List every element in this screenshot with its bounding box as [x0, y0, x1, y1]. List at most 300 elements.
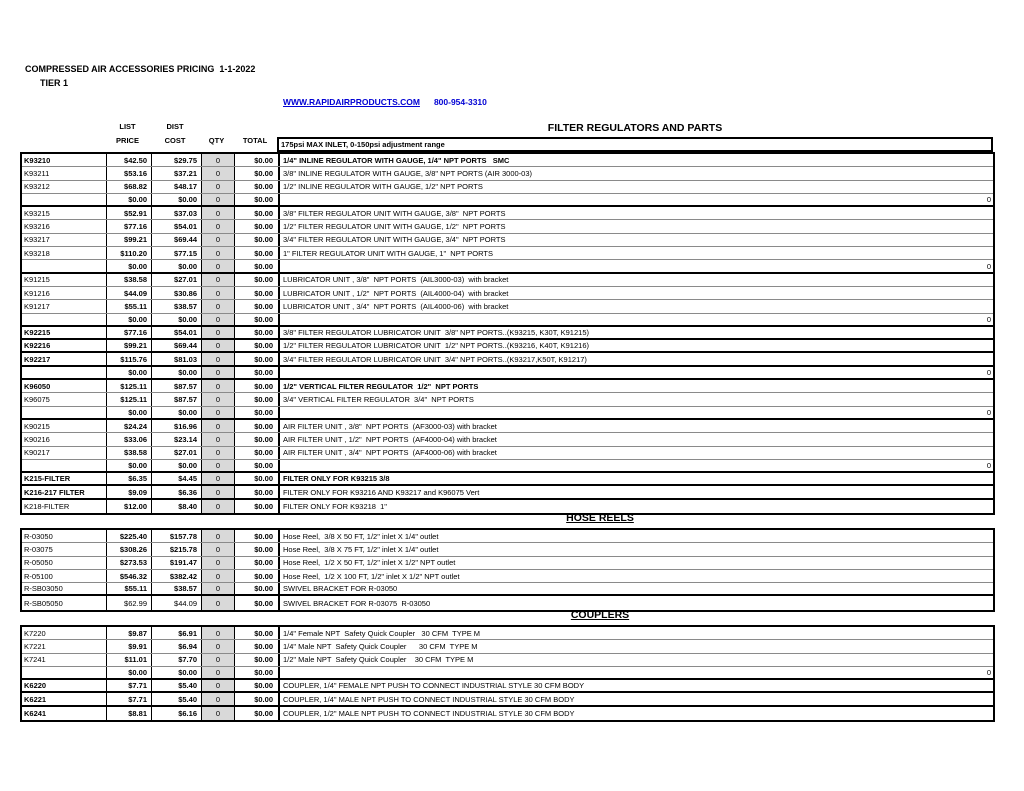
- dist-cost-cell: $37.21: [152, 167, 202, 179]
- part-number-cell: [22, 667, 107, 678]
- list-header: LIST: [119, 122, 136, 131]
- total-cell: $0.00: [235, 693, 279, 704]
- total-cell: $0.00: [235, 167, 279, 179]
- part-number-cell: K218-FILTER: [22, 500, 107, 513]
- list-price-cell: $77.16: [107, 327, 152, 338]
- table-row: [22, 314, 993, 327]
- description-cell: 1/2" Male NPT Safety Quick Coupler 30 CFM TYPE M: [279, 654, 993, 666]
- dist-cost-cell: $54.01: [152, 220, 202, 232]
- section-title-couplers: COUPLERS: [570, 609, 630, 621]
- list-price-cell: $308.26: [107, 543, 152, 555]
- pricing-table-couplers: [20, 625, 995, 722]
- table-row: [22, 460, 993, 473]
- qty-cell[interactable]: 0: [202, 247, 235, 259]
- description-cell: FILTER ONLY FOR K93216 AND K93217 and K96075 Vert: [279, 486, 993, 497]
- dist-cost-cell: $0.00: [152, 194, 202, 205]
- table-row: [22, 583, 993, 596]
- table-row: [22, 207, 993, 220]
- description-cell: 1/4" INLINE REGULATOR WITH GAUGE, 1/4" NPT PORTS SMC: [279, 154, 993, 166]
- dist-cost-cell: $44.09: [152, 596, 202, 609]
- qty-cell[interactable]: 0: [202, 314, 235, 325]
- qty-cell[interactable]: 0: [202, 234, 235, 246]
- part-number-cell: [22, 260, 107, 271]
- description-cell: AIR FILTER UNIT , 1/2" NPT PORTS (AF4000-04) with bracket: [279, 433, 993, 445]
- qty-cell[interactable]: 0: [202, 353, 235, 364]
- table-row: [22, 640, 993, 653]
- part-number-cell: K91216: [22, 287, 107, 299]
- total-cell: $0.00: [235, 543, 279, 555]
- table-row: [22, 486, 993, 499]
- description-cell: 3/8" FILTER REGULATOR UNIT WITH GAUGE, 3/8" NPT PORTS: [279, 207, 993, 219]
- list-price-cell: $42.50: [107, 154, 152, 166]
- description-cell: 3/4" FILTER REGULATOR LUBRICATOR UNIT 3/4" NPT PORTS..(K93217,K50T, K91217): [279, 353, 993, 364]
- table-row: [22, 420, 993, 433]
- total-cell: $0.00: [235, 181, 279, 193]
- dist-cost-cell: $215.78: [152, 543, 202, 555]
- list-price-cell: $0.00: [107, 667, 152, 678]
- total-cell: $0.00: [235, 583, 279, 594]
- description-cell: 0: [279, 367, 993, 378]
- spacer: [20, 120, 105, 133]
- part-number-cell: K92215: [22, 327, 107, 338]
- total-cell: $0.00: [235, 640, 279, 652]
- table-row: [22, 167, 993, 180]
- dist-cost-cell: $48.17: [152, 181, 202, 193]
- dist-cost-cell: $16.96: [152, 420, 202, 432]
- table-row: [22, 407, 993, 420]
- dist-cost-cell: $0.00: [152, 367, 202, 378]
- dist-cost-cell: $191.47: [152, 557, 202, 569]
- list-price-cell: $7.71: [107, 693, 152, 704]
- part-number-cell: K7221: [22, 640, 107, 652]
- table-row: [22, 194, 993, 207]
- table-row: [22, 543, 993, 556]
- description-cell: 0: [279, 194, 993, 205]
- list-price-cell: $7.71: [107, 680, 152, 691]
- qty-cell[interactable]: 0: [202, 707, 235, 720]
- description-cell: 0: [279, 460, 993, 471]
- part-number-cell: K93218: [22, 247, 107, 259]
- description-cell: COUPLER, 1/2" MALE NPT PUSH TO CONNECT INDUSTRIAL STYLE 30 CFM BODY: [279, 707, 993, 720]
- part-number-cell: K93210: [22, 154, 107, 166]
- part-number-cell: K216-217 FILTER: [22, 486, 107, 497]
- total-cell: $0.00: [235, 353, 279, 364]
- total-cell: $0.00: [235, 154, 279, 166]
- total-cell: $0.00: [235, 680, 279, 691]
- document-title: COMPRESSED AIR ACCESSORIES PRICING 1-1-2022: [25, 64, 256, 74]
- spacer: [20, 134, 105, 147]
- qty-cell[interactable]: 0: [202, 154, 235, 166]
- dist-cost-cell: $7.70: [152, 654, 202, 666]
- dist-cost-cell: $27.01: [152, 274, 202, 286]
- description-cell: 1/4" Male NPT Safety Quick Coupler 30 CFM TYPE M: [279, 640, 993, 652]
- total-cell: $0.00: [235, 557, 279, 569]
- total-cell: $0.00: [235, 486, 279, 497]
- description-cell: FILTER ONLY FOR K93218 1": [279, 500, 993, 513]
- qty-cell[interactable]: 0: [202, 557, 235, 569]
- total-cell: $0.00: [235, 570, 279, 582]
- qty-cell[interactable]: 0: [202, 447, 235, 459]
- table-row: [22, 693, 993, 706]
- part-number-cell: [22, 407, 107, 418]
- dist-cost-cell: $5.40: [152, 680, 202, 691]
- description-cell: COUPLER, 1/4" FEMALE NPT PUSH TO CONNECT INDUSTRIAL STYLE 30 CFM BODY: [279, 680, 993, 691]
- total-cell: $0.00: [235, 274, 279, 286]
- qty-cell[interactable]: 0: [202, 654, 235, 666]
- qty-cell[interactable]: 0: [202, 667, 235, 678]
- qty-header: QTY: [208, 136, 225, 145]
- part-number-cell: K7241: [22, 654, 107, 666]
- total-cell: $0.00: [235, 433, 279, 445]
- qty-cell[interactable]: 0: [202, 194, 235, 205]
- total-cell: $0.00: [235, 194, 279, 205]
- total-cell: $0.00: [235, 207, 279, 219]
- total-cell: $0.00: [235, 407, 279, 418]
- list-price-cell: $11.01: [107, 654, 152, 666]
- part-number-cell: K91215: [22, 274, 107, 286]
- description-cell: LUBRICATOR UNIT , 3/8" NPT PORTS (AIL3000-03) with bracket: [279, 274, 993, 286]
- dist-cost-cell: $27.01: [152, 447, 202, 459]
- table-row: [22, 300, 993, 313]
- description-cell: Hose Reel, 3/8 X 75 FT, 1/2" inlet X 1/4" outlet: [279, 543, 993, 555]
- part-number-cell: [22, 460, 107, 471]
- list-price-cell: $99.21: [107, 340, 152, 351]
- description-cell: Hose Reel, 3/8 X 50 FT, 1/2" inlet X 1/4" outlet: [279, 530, 993, 542]
- qty-cell[interactable]: 0: [202, 680, 235, 691]
- list-price-cell: $0.00: [107, 460, 152, 471]
- qty-cell[interactable]: 0: [202, 274, 235, 286]
- list-price-cell: $0.00: [107, 194, 152, 205]
- table-row: [22, 353, 993, 366]
- qty-cell[interactable]: 0: [202, 167, 235, 179]
- dist-cost-cell: $77.15: [152, 247, 202, 259]
- description-cell: 0: [279, 260, 993, 271]
- qty-cell[interactable]: 0: [202, 433, 235, 445]
- table-row: [22, 340, 993, 353]
- qty-cell[interactable]: 0: [202, 260, 235, 271]
- filter-regulator-spec-header: 175psi MAX INLET, 0-150psi adjustment range: [277, 137, 993, 152]
- table-row: [22, 433, 993, 446]
- total-cell: $0.00: [235, 247, 279, 259]
- dist-cost-cell: $0.00: [152, 460, 202, 471]
- dist-cost-cell: $87.57: [152, 393, 202, 405]
- list-price-cell: $125.11: [107, 393, 152, 405]
- table-row: [22, 220, 993, 233]
- part-number-cell: K6241: [22, 707, 107, 720]
- table-row: [22, 654, 993, 667]
- qty-cell[interactable]: 0: [202, 570, 235, 582]
- dist-cost-cell: $157.78: [152, 530, 202, 542]
- table-row: [22, 557, 993, 570]
- part-number-cell: [22, 314, 107, 325]
- total-cell: $0.00: [235, 367, 279, 378]
- total-cell: $0.00: [235, 300, 279, 312]
- total-cell: $0.00: [235, 654, 279, 666]
- dist-cost-cell: $0.00: [152, 260, 202, 271]
- dist-cost-cell: $69.44: [152, 340, 202, 351]
- list-price-cell: $55.11: [107, 583, 152, 594]
- list-price-cell: $0.00: [107, 407, 152, 418]
- table-row: [22, 596, 993, 609]
- part-number-cell: K92217: [22, 353, 107, 364]
- table-row: [22, 627, 993, 640]
- list-price-cell: $38.58: [107, 274, 152, 286]
- dist-cost-cell: $38.57: [152, 300, 202, 312]
- total-cell: $0.00: [235, 596, 279, 609]
- total-cell: $0.00: [235, 447, 279, 459]
- description-cell: 0: [279, 407, 993, 418]
- dist-cost-cell: $6.91: [152, 627, 202, 639]
- total-cell: $0.00: [235, 380, 279, 392]
- total-cell: $0.00: [235, 234, 279, 246]
- qty-cell[interactable]: 0: [202, 207, 235, 219]
- list-price-cell: $52.91: [107, 207, 152, 219]
- list-price-cell: $68.82: [107, 181, 152, 193]
- list-price-cell: $546.32: [107, 570, 152, 582]
- description-cell: 3/4" FILTER REGULATOR UNIT WITH GAUGE, 3/4" NPT PORTS: [279, 234, 993, 246]
- price-header: PRICE: [116, 136, 139, 145]
- total-cell: $0.00: [235, 627, 279, 639]
- part-number-cell: K215-FILTER: [22, 473, 107, 484]
- description-cell: 1/2" INLINE REGULATOR WITH GAUGE, 1/2" NPT PORTS: [279, 181, 993, 193]
- table-row: [22, 260, 993, 273]
- total-cell: $0.00: [235, 393, 279, 405]
- total-cell: $0.00: [235, 327, 279, 338]
- part-number-cell: [22, 367, 107, 378]
- dist-cost-cell: $38.57: [152, 583, 202, 594]
- qty-cell[interactable]: 0: [202, 596, 235, 609]
- table-row: [22, 380, 993, 393]
- table-row: [22, 154, 993, 167]
- dist-cost-cell: $0.00: [152, 314, 202, 325]
- part-number-cell: K93217: [22, 234, 107, 246]
- dist-cost-cell: $6.16: [152, 707, 202, 720]
- list-price-cell: $0.00: [107, 260, 152, 271]
- list-price-cell: $33.06: [107, 433, 152, 445]
- column-headers-row2: [20, 134, 277, 147]
- total-cell: $0.00: [235, 667, 279, 678]
- total-cell: $0.00: [235, 530, 279, 542]
- description-cell: 3/4" VERTICAL FILTER REGULATOR 3/4" NPT PORTS: [279, 393, 993, 405]
- qty-cell[interactable]: 0: [202, 693, 235, 704]
- dist-cost-cell: $6.36: [152, 486, 202, 497]
- part-number-cell: K93216: [22, 220, 107, 232]
- list-price-cell: $9.87: [107, 627, 152, 639]
- part-number-cell: R-05050: [22, 557, 107, 569]
- description-cell: 1/2" FILTER REGULATOR LUBRICATOR UNIT 1/2" NPT PORTS..(K93216, K40T, K91216): [279, 340, 993, 351]
- part-number-cell: K6221: [22, 693, 107, 704]
- part-number-cell: [22, 194, 107, 205]
- column-headers-row1: [20, 120, 277, 133]
- description-cell: 0: [279, 667, 993, 678]
- dist-cost-cell: $5.40: [152, 693, 202, 704]
- list-price-cell: $12.00: [107, 500, 152, 513]
- table-row: [22, 570, 993, 583]
- dist-header: DIST: [166, 122, 184, 131]
- list-price-cell: $55.11: [107, 300, 152, 312]
- description-cell: 1/2" FILTER REGULATOR UNIT WITH GAUGE, 1/2" NPT PORTS: [279, 220, 993, 232]
- dist-cost-cell: $54.01: [152, 327, 202, 338]
- description-cell: 1" FILTER REGULATOR UNIT WITH GAUGE, 1" NPT PORTS: [279, 247, 993, 259]
- total-cell: $0.00: [235, 707, 279, 720]
- section-title-filter-regulators: FILTER REGULATORS AND PARTS: [547, 122, 723, 134]
- description-cell: 1/4" Female NPT Safety Quick Coupler 30 CFM TYPE M: [279, 627, 993, 639]
- phone-number: 800-954-3310: [433, 97, 487, 107]
- qty-cell[interactable]: 0: [202, 486, 235, 497]
- list-price-cell: $53.16: [107, 167, 152, 179]
- tier-label: TIER 1: [40, 78, 69, 88]
- qty-cell[interactable]: 0: [202, 530, 235, 542]
- total-cell: $0.00: [235, 473, 279, 484]
- list-price-cell: $6.35: [107, 473, 152, 484]
- qty-cell[interactable]: 0: [202, 640, 235, 652]
- dist-cost-cell: $87.57: [152, 380, 202, 392]
- total-cell: $0.00: [235, 287, 279, 299]
- qty-cell[interactable]: 0: [202, 500, 235, 513]
- pricing-table-filter-regulators: [20, 152, 995, 515]
- table-row: [22, 287, 993, 300]
- list-price-cell: $0.00: [107, 367, 152, 378]
- qty-cell[interactable]: 0: [202, 367, 235, 378]
- qty-cell[interactable]: 0: [202, 627, 235, 639]
- qty-cell[interactable]: 0: [202, 327, 235, 338]
- description-cell: SWIVEL BRACKET FOR R-03050: [279, 583, 993, 594]
- description-cell: Hose Reel, 1/2 X 100 FT, 1/2" inlet X 1/2" NPT outlet: [279, 570, 993, 582]
- qty-cell[interactable]: 0: [202, 287, 235, 299]
- dist-cost-cell: $81.03: [152, 353, 202, 364]
- qty-cell[interactable]: 0: [202, 220, 235, 232]
- table-row: [22, 667, 993, 680]
- table-row: [22, 247, 993, 260]
- total-cell: $0.00: [235, 260, 279, 271]
- qty-cell[interactable]: 0: [202, 300, 235, 312]
- part-number-cell: R-SB05050: [22, 596, 107, 609]
- part-number-cell: K90215: [22, 420, 107, 432]
- part-number-cell: R-03075: [22, 543, 107, 555]
- part-number-cell: K90217: [22, 447, 107, 459]
- spacer: [200, 120, 233, 133]
- dist-cost-cell: $382.42: [152, 570, 202, 582]
- part-number-cell: K91217: [22, 300, 107, 312]
- part-number-cell: K93215: [22, 207, 107, 219]
- dist-cost-cell: $8.40: [152, 500, 202, 513]
- qty-cell[interactable]: 0: [202, 393, 235, 405]
- qty-cell[interactable]: 0: [202, 420, 235, 432]
- table-row: [22, 393, 993, 406]
- description-cell: FILTER ONLY FOR K93215 3/8: [279, 473, 993, 484]
- list-price-cell: $273.53: [107, 557, 152, 569]
- qty-cell[interactable]: 0: [202, 583, 235, 594]
- qty-cell[interactable]: 0: [202, 460, 235, 471]
- description-cell: LUBRICATOR UNIT , 3/4" NPT PORTS (AIL4000-06) with bracket: [279, 300, 993, 312]
- list-price-cell: $125.11: [107, 380, 152, 392]
- table-row: [22, 234, 993, 247]
- dist-cost-cell: $0.00: [152, 667, 202, 678]
- description-cell: SWIVEL BRACKET FOR R-03075 R-03050: [279, 596, 993, 609]
- part-number-cell: K93211: [22, 167, 107, 179]
- qty-cell[interactable]: 0: [202, 473, 235, 484]
- dist-cost-cell: $30.86: [152, 287, 202, 299]
- description-cell: 0: [279, 314, 993, 325]
- dist-cost-cell: $69.44: [152, 234, 202, 246]
- total-header: TOTAL: [242, 136, 268, 145]
- table-row: [22, 367, 993, 380]
- table-row: [22, 473, 993, 486]
- list-price-cell: $110.20: [107, 247, 152, 259]
- total-cell: $0.00: [235, 340, 279, 351]
- total-cell: $0.00: [235, 420, 279, 432]
- part-number-cell: K96075: [22, 393, 107, 405]
- list-price-cell: $44.09: [107, 287, 152, 299]
- table-row: [22, 680, 993, 693]
- part-number-cell: R-05100: [22, 570, 107, 582]
- spacer: [233, 120, 277, 133]
- total-cell: $0.00: [235, 500, 279, 513]
- part-number-cell: K90216: [22, 433, 107, 445]
- table-row: [22, 447, 993, 460]
- list-price-cell: $225.40: [107, 530, 152, 542]
- list-price-cell: $8.81: [107, 707, 152, 720]
- dist-cost-cell: $6.94: [152, 640, 202, 652]
- table-row: [22, 707, 993, 720]
- description-cell: AIR FILTER UNIT , 3/4" NPT PORTS (AF4000-06) with bracket: [279, 447, 993, 459]
- list-price-cell: $115.76: [107, 353, 152, 364]
- cost-header: COST: [164, 136, 186, 145]
- list-price-cell: $9.09: [107, 486, 152, 497]
- list-price-cell: $0.00: [107, 314, 152, 325]
- list-price-cell: $99.21: [107, 234, 152, 246]
- contact-line: [283, 97, 487, 107]
- dist-cost-cell: $23.14: [152, 433, 202, 445]
- part-number-cell: R-03050: [22, 530, 107, 542]
- dist-cost-cell: $4.45: [152, 473, 202, 484]
- qty-cell[interactable]: 0: [202, 340, 235, 351]
- part-number-cell: R-SB03050: [22, 583, 107, 594]
- list-price-cell: $9.91: [107, 640, 152, 652]
- table-row: [22, 181, 993, 194]
- part-number-cell: K96050: [22, 380, 107, 392]
- section-title-hose-reels: HOSE REELS: [566, 512, 634, 524]
- qty-cell[interactable]: 0: [202, 543, 235, 555]
- total-cell: $0.00: [235, 314, 279, 325]
- part-number-cell: K7220: [22, 627, 107, 639]
- description-cell: LUBRICATOR UNIT , 1/2" NPT PORTS (AIL4000-04) with bracket: [279, 287, 993, 299]
- table-row: [22, 530, 993, 543]
- list-price-cell: $38.58: [107, 447, 152, 459]
- dist-cost-cell: $37.03: [152, 207, 202, 219]
- qty-cell[interactable]: 0: [202, 380, 235, 392]
- dist-cost-cell: $29.75: [152, 154, 202, 166]
- pricing-table-hose-reels: [20, 528, 995, 612]
- qty-cell[interactable]: 0: [202, 181, 235, 193]
- website-link[interactable]: WWW.RAPIDAIRPRODUCTS.COM: [283, 97, 420, 107]
- table-row: [22, 274, 993, 287]
- description-cell: Hose Reel, 1/2 X 50 FT, 1/2" inlet X 1/2" NPT outlet: [279, 557, 993, 569]
- qty-cell[interactable]: 0: [202, 407, 235, 418]
- list-price-cell: $77.16: [107, 220, 152, 232]
- description-cell: 3/8" FILTER REGULATOR LUBRICATOR UNIT 3/8" NPT PORTS..(K93215, K30T, K91215): [279, 327, 993, 338]
- description-cell: COUPLER, 1/4" MALE NPT PUSH TO CONNECT INDUSTRIAL STYLE 30 CFM BODY: [279, 693, 993, 704]
- description-cell: 1/2" VERTICAL FILTER REGULATOR 1/2" NPT PORTS: [279, 380, 993, 392]
- dist-cost-cell: $0.00: [152, 407, 202, 418]
- part-number-cell: K93212: [22, 181, 107, 193]
- part-number-cell: K6220: [22, 680, 107, 691]
- table-row: [22, 327, 993, 340]
- list-price-cell: $62.99: [107, 596, 152, 609]
- list-price-cell: $24.24: [107, 420, 152, 432]
- description-cell: 3/8" INLINE REGULATOR WITH GAUGE, 3/8" NPT PORTS (AIR 3000-03): [279, 167, 993, 179]
- total-cell: $0.00: [235, 460, 279, 471]
